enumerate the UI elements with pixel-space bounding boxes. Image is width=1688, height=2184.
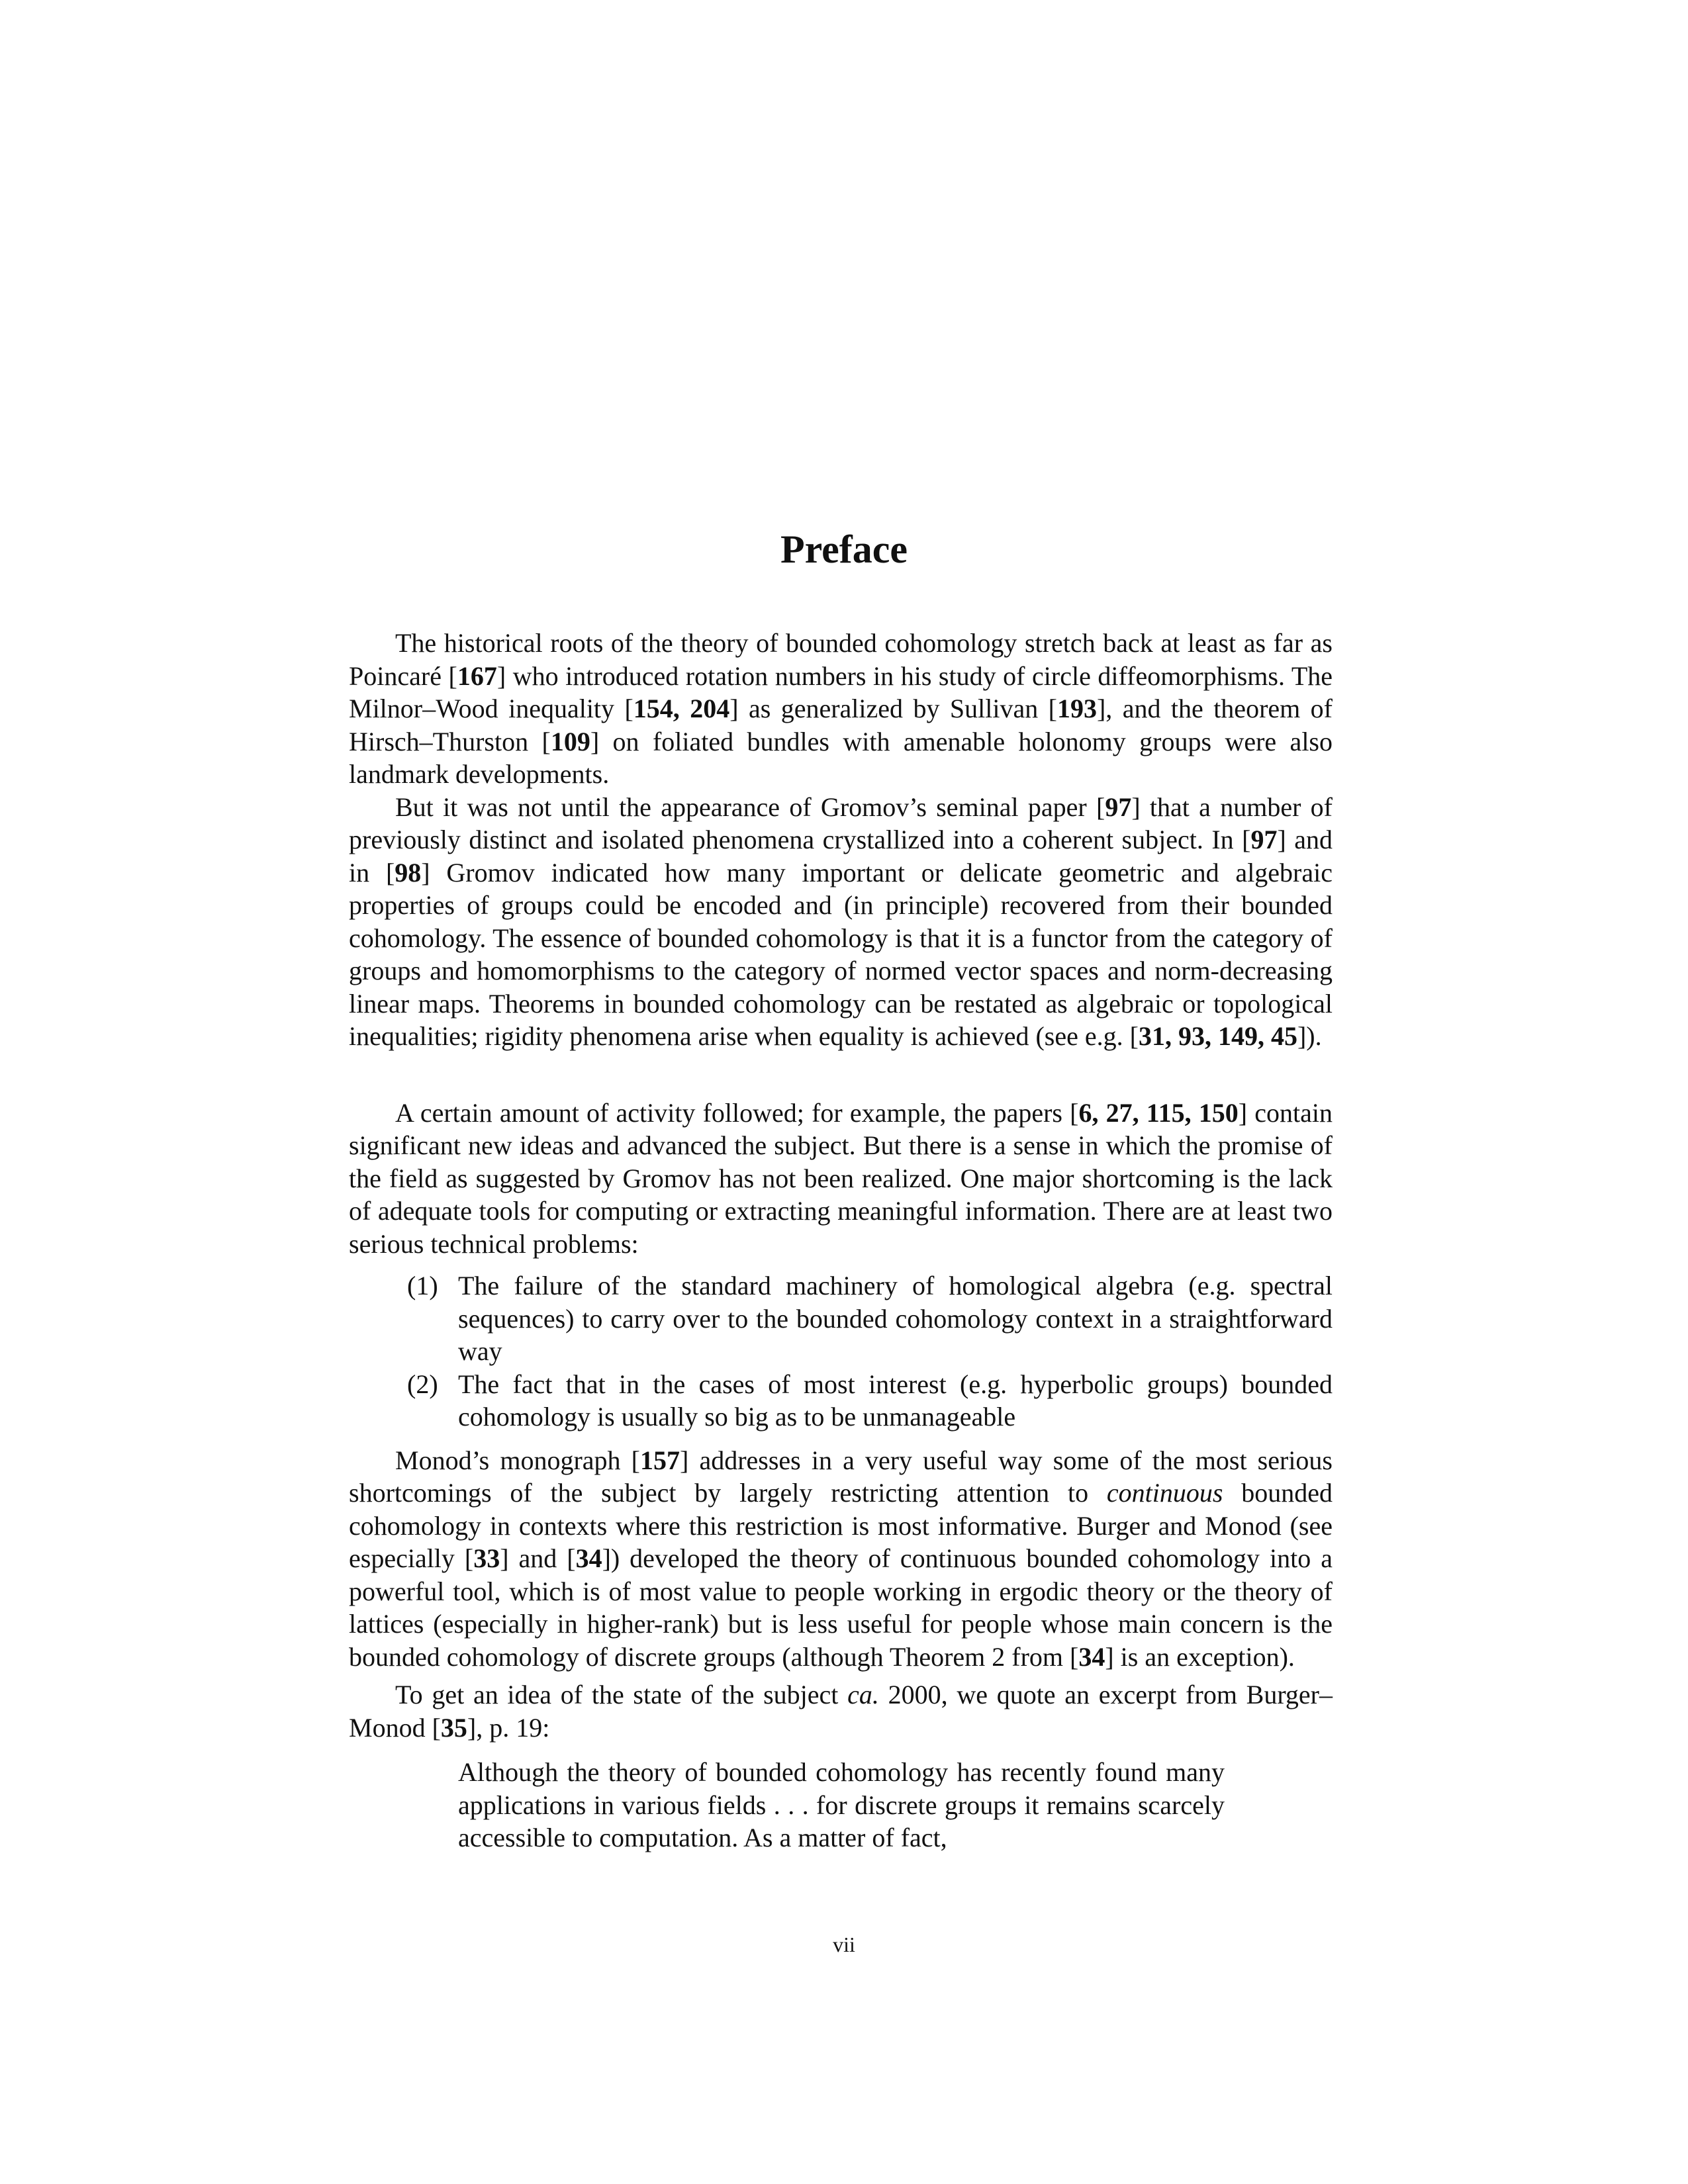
text-run: ] on foliated bundles with amenable holonomy groups were also landmark developments. (349, 726, 1333, 789)
list-item-number: (2) (407, 1369, 438, 1399)
list-item-text: The failure of the standard machinery of homological algebra (e.g. spectral sequences) to carry over to the bounded cohomology context in a straightforward way (458, 1271, 1333, 1366)
citation[interactable]: 97 (1105, 792, 1132, 822)
citation[interactable]: 157 (640, 1445, 680, 1475)
text-run: ] contain significant new ideas and advanced the subject. But there is a sense in which the promise of the field as suggested by Gromov has not been realized. One major shortcoming is the lack of adequate tools for computing or extracting meaningful information. There are at least two serious technical problems: (349, 1097, 1333, 1259)
text-run: ]) developed the theory of continuous bounded cohomology into a powerful tool, which is of most value to people working in ergodic theory or the theory of lattices (especially in higher-rank) but is less useful for people whose main concern is the bounded cohomology of discrete groups (although Theorem 2 from [ (349, 1543, 1333, 1672)
paragraph-4 (349, 1444, 1333, 1674)
citation[interactable]: 109 (550, 726, 590, 756)
page-title: Preface (780, 527, 908, 571)
text-run: ], p. 19: (467, 1712, 550, 1743)
text-run: ] as generalized by Sullivan [ (729, 694, 1057, 723)
list-item-text: The fact that in the cases of most interest (e.g. hyperbolic groups) bounded cohomology is usually so big as to be unmanageable (458, 1369, 1333, 1432)
text-run: ]). (1297, 1021, 1322, 1051)
citation[interactable]: 34 (575, 1543, 602, 1573)
emphasis: continuous (1106, 1478, 1223, 1508)
text-run: ] is an exception). (1105, 1641, 1295, 1672)
text-run: 2000, we quote an excerpt from Burger–Monod [ (349, 1680, 1333, 1743)
text-run: To get an idea of the state of the subject (395, 1680, 848, 1709)
text-run: ], and the theorem of Hirsch–Thurston [ (349, 694, 1333, 756)
citation[interactable]: 35 (440, 1712, 467, 1743)
paragraph-1 (349, 627, 1333, 791)
text-run: ] that a number of previously distinct and isolated phenomena crystallized into a coherent subject. In [ (349, 792, 1333, 854)
citation[interactable]: 34 (1078, 1641, 1105, 1672)
page-number: vii (833, 1933, 855, 1956)
list-item (349, 1269, 1333, 1368)
text-run: bounded cohomology in contexts where this restriction is most informative. Burger and Monod (see especially [ (349, 1478, 1333, 1573)
citation[interactable]: 193 (1056, 694, 1097, 723)
text-run: Monod’s monograph [ (395, 1445, 640, 1475)
text-run: ] and in [ (349, 825, 1333, 887)
text-run: ] addresses in a very useful way some of the most serious shortcomings of the subject by largely restricting attention to (349, 1445, 1333, 1508)
citation[interactable]: 97 (1250, 825, 1278, 854)
problem-list (349, 1269, 1333, 1433)
preface-body (349, 627, 1333, 1854)
text-run: ] Gromov indicated how many important or delicate geometric and algebraic properties of groups could be encoded and (in principle) recovered from their bounded cohomology. The essence of bounded cohomology is that it is a functor from the category of groups and homomorphisms to the category of normed vector spaces and norm-decreasing linear maps. Theorems in bounded cohomology can be restated as algebraic or topological inequalities; rigidity phenomena arise when equality is achieved (see e.g. [ (349, 857, 1333, 1051)
citation[interactable]: 33 (473, 1543, 500, 1573)
citation[interactable]: 154, 204 (633, 694, 730, 723)
citation[interactable]: 98 (395, 857, 422, 887)
block-quote: Although the theory of bounded cohomology has recently found many applications in various fields . . . for discrete groups it remains scarcely accessible to computation. As a matter of fact, (458, 1757, 1225, 1852)
text-run: A certain amount of activity followed; for example, the papers [ (395, 1097, 1079, 1128)
paragraph-2 (349, 791, 1333, 1053)
citation[interactable]: 31, 93, 149, 45 (1138, 1021, 1297, 1051)
text-run: ] who introduced rotation numbers in his study of circle diffeomorphisms. The Milnor–Wood inequality [ (349, 660, 1333, 723)
paragraph-5 (349, 1678, 1333, 1744)
paragraph-3 (349, 1097, 1333, 1261)
list-item-number: (1) (407, 1271, 438, 1300)
list-item (349, 1368, 1333, 1433)
text-run: But it was not until the appearance of Gromov’s seminal paper [ (395, 792, 1105, 822)
emphasis: ca. (847, 1680, 879, 1709)
text-run: ] and [ (500, 1543, 576, 1573)
citation[interactable]: 6, 27, 115, 150 (1078, 1097, 1239, 1128)
citation[interactable]: 167 (457, 660, 497, 691)
text-run: The historical roots of the theory of bounded cohomology stretch back at least as far as Poincaré [ (349, 628, 1333, 691)
